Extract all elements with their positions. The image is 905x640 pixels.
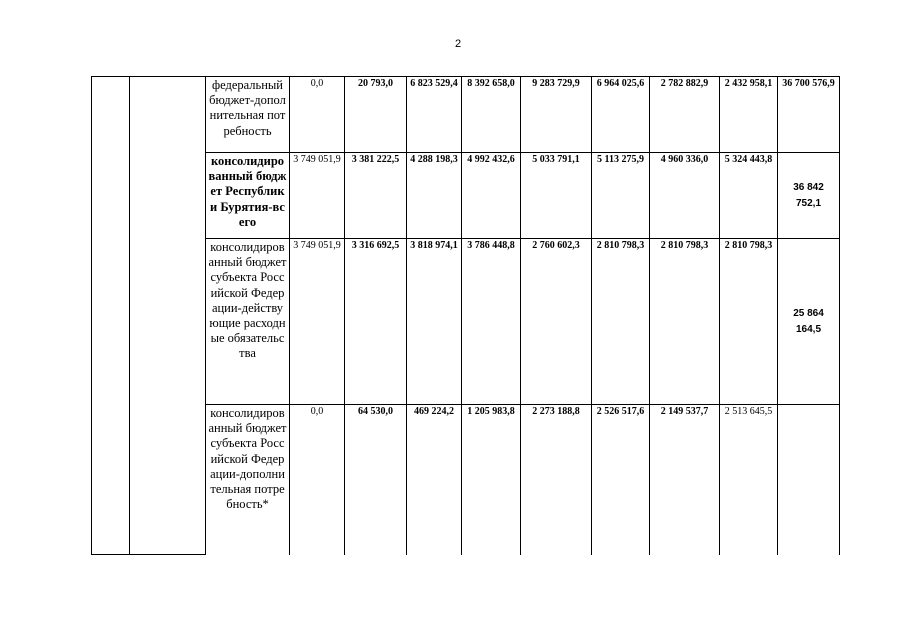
page-number: 2 xyxy=(454,38,462,50)
value-cell: 0,0 xyxy=(290,77,345,153)
value-cell: 9 283 729,9 xyxy=(521,77,592,153)
empty-cell xyxy=(130,77,206,555)
value-cell: 2 513 645,5 xyxy=(720,405,778,555)
value-cell: 2 526 517,6 xyxy=(592,405,650,555)
value-cell: 3 818 974,1 xyxy=(407,239,462,405)
row-label: консолидированный бюджет субъекта Российской Федерации-действующие расходные обязательства xyxy=(206,239,290,405)
value-cell: 3 316 692,5 xyxy=(345,239,407,405)
value-cell: 4 992 432,6 xyxy=(462,153,521,239)
value-cell: 6 964 025,6 xyxy=(592,77,650,153)
empty-cell xyxy=(92,77,130,555)
value-cell: 2 810 798,3 xyxy=(592,239,650,405)
value-cell: 3 381 222,5 xyxy=(345,153,407,239)
value-cell: 5 113 275,9 xyxy=(592,153,650,239)
table-row xyxy=(92,77,840,153)
row-label: консолидированный бюджет субъекта Российской Федерации-дополнительная потребность* xyxy=(206,405,290,555)
value-cell: 469 224,2 xyxy=(407,405,462,555)
value-cell: 2 149 537,7 xyxy=(650,405,720,555)
value-cell: 5 324 443,8 xyxy=(720,153,778,239)
value-cell: 2 782 882,9 xyxy=(650,77,720,153)
value-cell: 2 273 188,8 xyxy=(521,405,592,555)
value-cell: 4 288 198,3 xyxy=(407,153,462,239)
value-cell: 20 793,0 xyxy=(345,77,407,153)
row-label: федеральный бюджет-дополнительная потребность xyxy=(206,77,290,153)
value-cell: 6 823 529,4 xyxy=(407,77,462,153)
value-cell: 2 432 958,1 xyxy=(720,77,778,153)
total-cell: 36 842 752,1 xyxy=(778,153,840,239)
value-cell: 5 033 791,1 xyxy=(521,153,592,239)
total-cell xyxy=(778,405,840,555)
total-cell: 36 700 576,9 xyxy=(778,77,840,153)
value-cell: 1 205 983,8 xyxy=(462,405,521,555)
value-cell: 8 392 658,0 xyxy=(462,77,521,153)
budget-table xyxy=(91,76,840,555)
value-cell: 0,0 xyxy=(290,405,345,555)
value-cell: 2 810 798,3 xyxy=(720,239,778,405)
value-cell: 3 749 051,9 xyxy=(290,153,345,239)
value-cell: 2 810 798,3 xyxy=(650,239,720,405)
value-cell: 2 760 602,3 xyxy=(521,239,592,405)
row-label: консолидированный бюджет Республики Бурятия-всего xyxy=(206,153,290,239)
total-cell: 25 864 164,5 xyxy=(778,239,840,405)
value-cell: 4 960 336,0 xyxy=(650,153,720,239)
value-cell: 3 749 051,9 xyxy=(290,239,345,405)
value-cell: 64 530,0 xyxy=(345,405,407,555)
value-cell: 3 786 448,8 xyxy=(462,239,521,405)
